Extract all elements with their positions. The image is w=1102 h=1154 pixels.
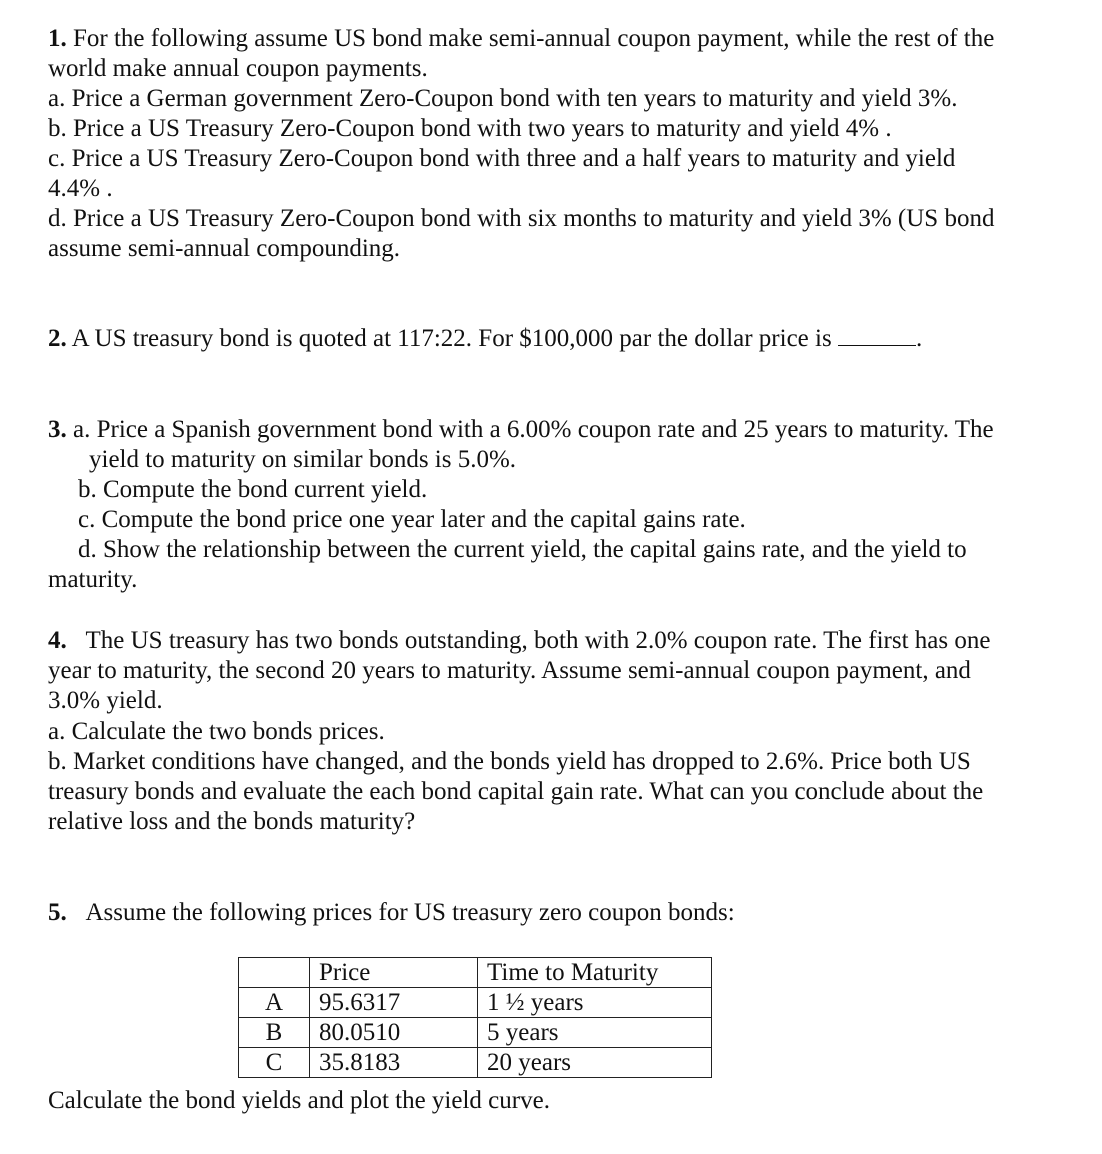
- q5-footer: Calculate the bond yields and plot the yield curve.: [48, 1087, 550, 1114]
- q4-part-b-3: relative loss and the bonds maturity?: [48, 808, 416, 835]
- bond-price: 35.8183: [310, 1048, 478, 1078]
- q5-text: Assume the following prices for US treasury zero coupon bonds:: [85, 899, 735, 926]
- table-header-row: [239, 958, 712, 988]
- q4-intro-3: 3.0% yield.: [48, 687, 163, 714]
- q3-part-b: b. Compute the bond current yield.: [78, 476, 428, 503]
- q1-number: 1.: [48, 25, 67, 52]
- q1-intro-2: world make annual coupon payments.: [48, 55, 428, 82]
- q3-part-a-2: yield to maturity on similar bonds is 5.0%.: [89, 446, 517, 473]
- q4-intro-2: year to maturity, the second 20 years to maturity. Assume semi-annual coupon payment, and: [48, 657, 971, 684]
- q3-line-1: [48, 415, 994, 445]
- q1-line-1: [48, 24, 994, 54]
- q1-part-d-2: assume semi-annual compounding.: [48, 235, 401, 262]
- zero-coupon-table: [238, 957, 712, 1078]
- q4-part-a: a. Calculate the two bonds prices.: [48, 718, 385, 745]
- q4-part-b-2: treasury bonds and evaluate the each bond capital gain rate. What can you conclude about the: [48, 778, 984, 805]
- table-header-price: Price: [310, 958, 478, 988]
- q3-part-a-1: a. Price a Spanish government bond with a 6.00% coupon rate and 25 years to maturity. The: [73, 416, 994, 443]
- q3-part-c: c. Compute the bond price one year later and the capital gains rate.: [78, 506, 746, 533]
- q1-part-c-2: 4.4% .: [48, 175, 113, 202]
- table-header-maturity: Time to Maturity: [478, 958, 712, 988]
- bond-maturity: 1 ½ years: [478, 988, 712, 1018]
- table-row: [239, 1048, 712, 1078]
- q4-number: 4.: [48, 627, 67, 654]
- table-header-cell: [239, 958, 310, 988]
- q3-part-d-1: d. Show the relationship between the current yield, the capital gains rate, and the yield to: [78, 536, 967, 563]
- bond-label: A: [239, 988, 310, 1018]
- q3-number: 3.: [48, 416, 67, 443]
- bond-price: 80.0510: [310, 1018, 478, 1048]
- table-row: [239, 988, 712, 1018]
- q1-part-a: a. Price a German government Zero-Coupon bond with ten years to maturity and yield 3%.: [48, 85, 958, 112]
- bond-maturity: 20 years: [478, 1048, 712, 1078]
- q4-part-b-1: b. Market conditions have changed, and the bonds yield has dropped to 2.6%. Price both US: [48, 748, 971, 775]
- q2-line: [48, 324, 922, 354]
- q2-text: A US treasury bond is quoted at 117:22. For $100,000 par the dollar price is: [71, 325, 832, 352]
- answer-blank: [838, 325, 916, 346]
- q1-part-d-1: d. Price a US Treasury Zero-Coupon bond with six months to maturity and yield 3% (US bond: [48, 205, 995, 232]
- bond-label: C: [239, 1048, 310, 1078]
- table-row: [239, 1018, 712, 1048]
- q1-part-c-1: c. Price a US Treasury Zero-Coupon bond with three and a half years to maturity and yield: [48, 145, 956, 172]
- q4-intro-1: The US treasury has two bonds outstanding, both with 2.0% coupon rate. The first has one: [85, 627, 991, 654]
- q2-end: .: [915, 325, 923, 352]
- q2-number: 2.: [48, 325, 67, 352]
- bond-maturity: 5 years: [478, 1018, 712, 1048]
- q5-line: [48, 898, 735, 928]
- q5-number: 5.: [48, 899, 67, 926]
- q4-line-1: [48, 626, 990, 656]
- q3-part-d-2: maturity.: [48, 566, 138, 593]
- q1-intro-1: For the following assume US bond make semi-annual coupon payment, while the rest of the: [73, 25, 995, 52]
- bond-label: B: [239, 1018, 310, 1048]
- bond-price: 95.6317: [310, 988, 478, 1018]
- q1-part-b: b. Price a US Treasury Zero-Coupon bond with two years to maturity and yield 4% .: [48, 115, 892, 142]
